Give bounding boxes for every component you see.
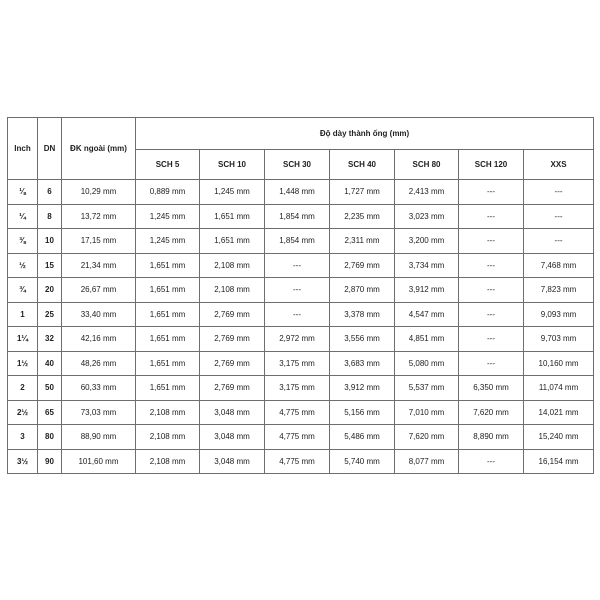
table-row [8,253,594,278]
cell-thickness: 3,175 mm [265,376,330,401]
cell-thickness: 2,972 mm [265,327,330,352]
cell-inch: ½ [8,253,38,278]
cell-dn: 50 [38,376,62,401]
cell-thickness: 6,350 mm [459,376,524,401]
cell-thickness: 9,703 mm [524,327,594,352]
cell-inch: 1½ [8,351,38,376]
cell-thickness: 2,108 mm [136,449,200,474]
cell-thickness: 1,854 mm [265,229,330,254]
cell-thickness: --- [459,229,524,254]
cell-thickness: 3,175 mm [265,351,330,376]
cell-outer-diameter: 10,29 mm [62,180,136,205]
cell-thickness: 15,240 mm [524,425,594,450]
cell-thickness: 1,448 mm [265,180,330,205]
cell-thickness: 1,651 mm [136,253,200,278]
cell-thickness: --- [524,180,594,205]
cell-outer-diameter: 17,15 mm [62,229,136,254]
cell-thickness: --- [459,327,524,352]
cell-thickness: 5,486 mm [330,425,395,450]
cell-thickness: --- [524,229,594,254]
cell-thickness: 5,156 mm [330,400,395,425]
pipe-thickness-table [7,117,594,474]
cell-thickness: --- [524,204,594,229]
cell-thickness: 2,870 mm [330,278,395,303]
cell-outer-diameter: 21,34 mm [62,253,136,278]
cell-thickness: 1,245 mm [136,229,200,254]
cell-thickness: 2,311 mm [330,229,395,254]
table-row [8,327,594,352]
cell-thickness: 7,620 mm [395,425,459,450]
cell-dn: 6 [38,180,62,205]
cell-outer-diameter: 60,33 mm [62,376,136,401]
cell-inch: 3½ [8,449,38,474]
header-xxs: XXS [524,150,594,180]
cell-thickness: 2,108 mm [200,253,265,278]
cell-thickness: 4,775 mm [265,425,330,450]
cell-thickness: 2,769 mm [200,302,265,327]
cell-thickness: 1,651 mm [136,302,200,327]
cell-thickness: 7,010 mm [395,400,459,425]
table-row [8,376,594,401]
cell-thickness: 8,890 mm [459,425,524,450]
table-row [8,278,594,303]
cell-thickness: 8,077 mm [395,449,459,474]
header-dn: DN [38,118,62,180]
cell-outer-diameter: 48,26 mm [62,351,136,376]
cell-thickness: 1,245 mm [136,204,200,229]
cell-thickness: 2,769 mm [330,253,395,278]
cell-thickness: 1,245 mm [200,180,265,205]
cell-dn: 32 [38,327,62,352]
cell-thickness: 1,651 mm [200,229,265,254]
cell-thickness: 3,048 mm [200,400,265,425]
cell-thickness: 2,108 mm [200,278,265,303]
cell-thickness: 1,651 mm [136,351,200,376]
cell-outer-diameter: 101,60 mm [62,449,136,474]
cell-thickness: 3,048 mm [200,449,265,474]
cell-thickness: 3,734 mm [395,253,459,278]
cell-outer-diameter: 33,40 mm [62,302,136,327]
cell-dn: 65 [38,400,62,425]
cell-thickness: 5,537 mm [395,376,459,401]
cell-thickness: 4,775 mm [265,400,330,425]
cell-thickness: 1,651 mm [136,327,200,352]
cell-thickness: 4,851 mm [395,327,459,352]
table-row [8,449,594,474]
cell-thickness: 4,547 mm [395,302,459,327]
cell-thickness: 3,378 mm [330,302,395,327]
cell-outer-diameter: 88,90 mm [62,425,136,450]
cell-thickness: --- [265,302,330,327]
cell-outer-diameter: 13,72 mm [62,204,136,229]
cell-thickness: 4,775 mm [265,449,330,474]
cell-inch: 1 [8,302,38,327]
cell-dn: 80 [38,425,62,450]
header-thickness-group: Độ dày thành ống (mm) [136,118,594,150]
cell-thickness: 1,651 mm [136,376,200,401]
cell-thickness: 14,021 mm [524,400,594,425]
cell-dn: 25 [38,302,62,327]
cell-thickness: --- [265,253,330,278]
cell-thickness: 7,468 mm [524,253,594,278]
cell-thickness: 2,769 mm [200,327,265,352]
cell-thickness: 2,235 mm [330,204,395,229]
cell-thickness: --- [459,449,524,474]
header-outer-diameter [62,118,136,180]
cell-thickness: 10,160 mm [524,351,594,376]
header-sch5: SCH 5 [136,150,200,180]
cell-thickness: --- [459,278,524,303]
cell-thickness: 3,912 mm [395,278,459,303]
cell-thickness: --- [459,302,524,327]
cell-dn: 90 [38,449,62,474]
cell-dn: 10 [38,229,62,254]
header-inch: Inch [8,118,38,180]
cell-inch: ¾ [8,278,38,303]
cell-inch: 2 [8,376,38,401]
cell-thickness: --- [265,278,330,303]
cell-thickness: 3,023 mm [395,204,459,229]
table-row [8,229,594,254]
cell-inch: ⅜ [8,229,38,254]
cell-thickness: --- [459,351,524,376]
cell-dn: 40 [38,351,62,376]
cell-thickness: 3,556 mm [330,327,395,352]
cell-inch: 1¼ [8,327,38,352]
cell-inch: ⅛ [8,180,38,205]
cell-thickness: --- [459,180,524,205]
header-sch40: SCH 40 [330,150,395,180]
cell-thickness: --- [459,204,524,229]
cell-thickness: 1,651 mm [200,204,265,229]
table-row [8,180,594,205]
table-row [8,302,594,327]
cell-thickness: 5,740 mm [330,449,395,474]
table-row [8,204,594,229]
cell-inch: ¼ [8,204,38,229]
cell-thickness: 1,854 mm [265,204,330,229]
cell-thickness: 7,620 mm [459,400,524,425]
cell-thickness: --- [459,253,524,278]
cell-thickness: 3,683 mm [330,351,395,376]
cell-outer-diameter: 73,03 mm [62,400,136,425]
cell-thickness: 2,769 mm [200,376,265,401]
cell-dn: 8 [38,204,62,229]
cell-thickness: 3,200 mm [395,229,459,254]
cell-thickness: 7,823 mm [524,278,594,303]
cell-thickness: 2,769 mm [200,351,265,376]
cell-thickness: 2,108 mm [136,425,200,450]
cell-outer-diameter: 26,67 mm [62,278,136,303]
cell-thickness: 9,093 mm [524,302,594,327]
header-sch30: SCH 30 [265,150,330,180]
cell-thickness: 5,080 mm [395,351,459,376]
table-row [8,351,594,376]
cell-outer-diameter: 42,16 mm [62,327,136,352]
table-row [8,425,594,450]
cell-thickness: 16,154 mm [524,449,594,474]
cell-thickness: 11,074 mm [524,376,594,401]
cell-dn: 15 [38,253,62,278]
header-sch80: SCH 80 [395,150,459,180]
cell-dn: 20 [38,278,62,303]
cell-thickness: 2,108 mm [136,400,200,425]
cell-thickness: 2,413 mm [395,180,459,205]
header-sch120: SCH 120 [459,150,524,180]
cell-inch: 2½ [8,400,38,425]
cell-thickness: 3,048 mm [200,425,265,450]
cell-inch: 3 [8,425,38,450]
table-body [8,180,594,474]
cell-thickness: 3,912 mm [330,376,395,401]
header-outer-diameter-label: ĐK ngoài (mm) [70,143,127,153]
header-sch10: SCH 10 [200,150,265,180]
cell-thickness: 1,727 mm [330,180,395,205]
cell-thickness: 0,889 mm [136,180,200,205]
table-row [8,400,594,425]
cell-thickness: 1,651 mm [136,278,200,303]
